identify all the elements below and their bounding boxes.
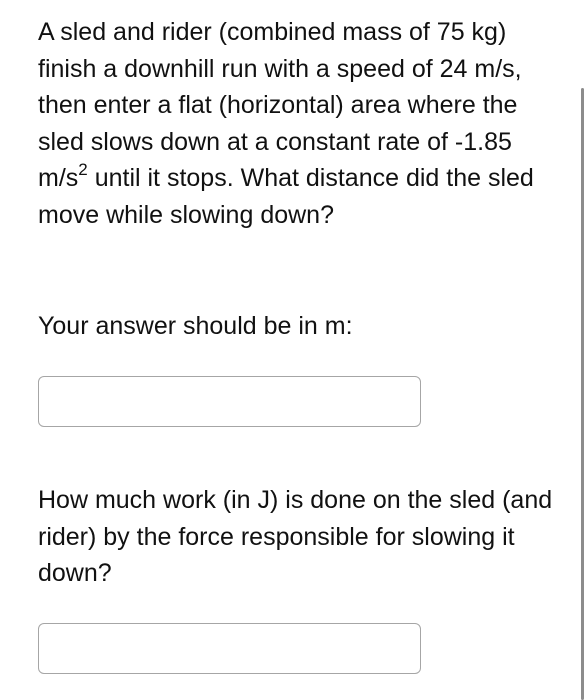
question-2-text: How much work (in J) is done on the sled (and rider) by the force responsible for slowing it down? xyxy=(38,486,553,587)
question-1-text-end: until it stops. What distance did the sled move while slowing down? xyxy=(38,164,534,229)
answer-2-input[interactable] xyxy=(38,623,421,674)
question-1 xyxy=(38,14,568,233)
answer-1-input[interactable] xyxy=(38,376,421,427)
question-1-text xyxy=(38,14,568,233)
scrollbar[interactable] xyxy=(581,88,584,700)
unit-exponent: 2 xyxy=(78,159,88,179)
question-1-text-main: A sled and rider (combined mass of 75 kg) finish a downhill run with a speed of 24 m/s, then enter a flat (horizontal) area where the sled slows down at a constant rate of -1.85 m/s xyxy=(38,18,522,192)
answer-1-prompt: Your answer should be in m: xyxy=(38,312,353,340)
